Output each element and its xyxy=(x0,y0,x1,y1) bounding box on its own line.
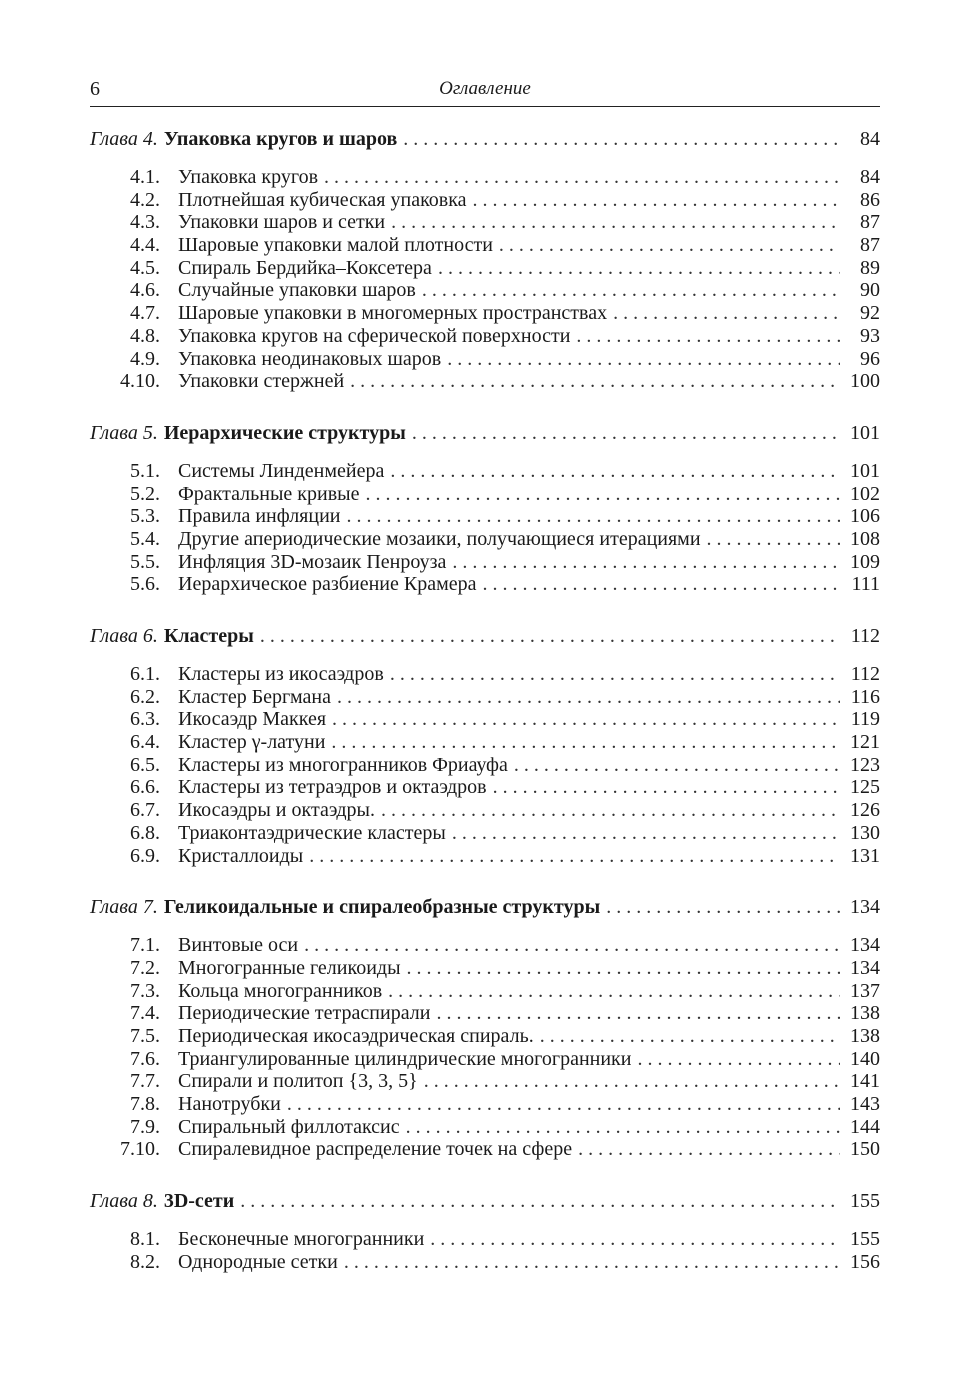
chapter-label: Глава 4. xyxy=(90,128,158,150)
toc-chapter xyxy=(90,1190,880,1273)
chapter-page: 112 xyxy=(850,625,880,647)
section-entry xyxy=(90,505,880,528)
section-number: 6.3. xyxy=(130,708,160,731)
section-number: 7.3. xyxy=(130,979,160,1002)
section-number: 4.6. xyxy=(130,279,160,302)
section-number: 6.9. xyxy=(130,844,160,867)
section-number: 5.5. xyxy=(130,550,160,573)
chapter-page: 155 xyxy=(850,1190,880,1213)
dot-leader xyxy=(452,822,840,845)
chapter-title: Иерархические структуры xyxy=(163,421,406,444)
section-entry xyxy=(90,663,880,686)
section-page: 100 xyxy=(850,370,880,393)
dot-leader xyxy=(390,460,840,483)
dot-leader xyxy=(390,663,840,686)
section-number: 4.5. xyxy=(130,256,160,279)
section-entry xyxy=(90,370,880,393)
section-title: Упаковки шаров и сетки xyxy=(178,211,386,234)
section-number: 6.5. xyxy=(130,753,160,776)
section-page: 141 xyxy=(850,1070,880,1093)
dot-leader xyxy=(499,234,840,257)
section-number: 7.4. xyxy=(130,1002,160,1025)
section-page: 111 xyxy=(851,573,880,596)
section-number: 4.4. xyxy=(130,234,160,257)
dot-leader xyxy=(473,189,840,212)
chapter-page: 101 xyxy=(850,421,880,444)
dot-leader xyxy=(332,708,840,731)
toc-chapter xyxy=(90,896,880,1161)
section-number: 5.6. xyxy=(130,573,160,596)
section-entry xyxy=(90,166,880,189)
section-title: Бесконечные многогранники xyxy=(178,1228,425,1251)
chapter-page: 84 xyxy=(860,128,880,150)
section-entry xyxy=(90,1138,880,1161)
section-page: 134 xyxy=(850,956,880,979)
section-entry xyxy=(90,573,880,596)
section-number: 7.2. xyxy=(130,956,160,979)
dot-leader xyxy=(406,1116,840,1139)
section-page: 123 xyxy=(850,753,880,776)
section-number: 4.7. xyxy=(130,302,160,325)
section-page: 116 xyxy=(850,685,880,708)
dot-leader xyxy=(447,348,840,371)
section-title: Правила инфляции xyxy=(178,505,341,528)
section-number: 7.6. xyxy=(130,1047,160,1070)
section-title: Икосаэдр Маккея xyxy=(178,708,327,731)
dot-leader xyxy=(438,257,840,280)
section-page: 96 xyxy=(860,347,880,370)
section-number: 4.10. xyxy=(120,370,160,393)
section-entry xyxy=(90,934,880,957)
section-entry xyxy=(90,799,880,822)
section-entry xyxy=(90,234,880,257)
dot-leader xyxy=(578,1138,840,1161)
section-title: Плотнейшая кубическая упаковка xyxy=(178,188,467,211)
section-entry xyxy=(90,1048,880,1071)
section-number: 7.7. xyxy=(130,1070,160,1093)
dot-leader xyxy=(576,325,840,348)
toc-chapter xyxy=(90,625,880,867)
page-number: 6 xyxy=(90,78,100,100)
section-page: 131 xyxy=(850,844,880,867)
section-page: 90 xyxy=(860,279,880,302)
section-entry xyxy=(90,1116,880,1139)
section-title: Кольца многогранников xyxy=(178,979,383,1002)
running-title: Оглавление xyxy=(439,78,531,99)
dot-leader xyxy=(707,528,840,551)
dot-leader xyxy=(493,776,840,799)
chapter-entry xyxy=(90,625,880,656)
chapter-label: Глава 7. xyxy=(90,896,158,919)
section-entry xyxy=(90,1251,880,1274)
section-page: 137 xyxy=(850,979,880,1002)
chapter-label: Глава 8. xyxy=(90,1190,158,1213)
section-title: Иерархическое разбиение Крамера xyxy=(178,573,477,596)
section-title: Спиральный филлотаксис xyxy=(178,1115,400,1138)
dot-leader xyxy=(412,422,840,445)
section-entry xyxy=(90,731,880,754)
section-title: Кластеры из многогранников Фриауфа xyxy=(178,753,508,776)
dot-leader xyxy=(514,754,840,777)
section-entry xyxy=(90,257,880,280)
section-number: 4.8. xyxy=(130,324,160,347)
section-number: 6.1. xyxy=(130,663,160,685)
dot-leader xyxy=(391,211,840,234)
section-number: 5.1. xyxy=(130,459,160,482)
dot-leader xyxy=(365,483,840,506)
section-entry xyxy=(90,845,880,868)
section-title: Шаровые упаковки малой плотности xyxy=(178,234,493,257)
section-title: Системы Линденмейера xyxy=(178,459,385,482)
section-page: 155 xyxy=(850,1228,880,1251)
section-entry xyxy=(90,1093,880,1116)
section-title: Кластер Бергмана xyxy=(178,685,331,708)
section-number: 5.3. xyxy=(130,505,160,528)
section-number: 6.4. xyxy=(130,731,160,754)
section-page: 89 xyxy=(860,256,880,279)
dot-leader xyxy=(388,980,840,1003)
chapter-title: Кластеры xyxy=(163,625,254,647)
section-entry xyxy=(90,957,880,980)
section-title: Кристаллоиды xyxy=(178,844,304,867)
section-entry xyxy=(90,189,880,212)
dot-leader xyxy=(422,279,840,302)
chapter-title: 3D-сети xyxy=(163,1190,235,1213)
dot-leader xyxy=(346,505,840,528)
section-page: 138 xyxy=(850,1024,880,1047)
section-number: 4.1. xyxy=(130,166,160,188)
dot-leader xyxy=(606,896,840,919)
dot-leader xyxy=(287,1093,840,1116)
section-title: Упаковки стержней xyxy=(178,370,345,393)
chapter-page: 134 xyxy=(850,896,880,919)
section-page: 92 xyxy=(860,302,880,325)
section-number: 6.6. xyxy=(130,776,160,799)
section-number: 4.2. xyxy=(130,188,160,211)
section-title: Упаковка кругов на сферической поверхности xyxy=(178,324,571,347)
section-entry xyxy=(90,980,880,1003)
dot-leader xyxy=(436,1002,840,1025)
section-entry xyxy=(90,551,880,574)
section-title: Периодическая икосаэдрическая спираль. xyxy=(178,1024,534,1047)
section-page: 134 xyxy=(850,934,880,957)
section-page: 125 xyxy=(850,776,880,799)
section-title: Винтовые оси xyxy=(178,934,299,957)
section-number: 5.2. xyxy=(130,482,160,505)
section-title: Триангулированные цилиндрические многогранники xyxy=(178,1047,632,1070)
dot-leader xyxy=(613,302,840,325)
section-page: 121 xyxy=(850,731,880,754)
section-title: Многогранные геликоиды xyxy=(178,956,401,979)
section-page: 144 xyxy=(850,1115,880,1138)
section-page: 130 xyxy=(850,821,880,844)
section-number: 4.3. xyxy=(130,211,160,234)
dot-leader xyxy=(407,957,840,980)
section-page: 102 xyxy=(850,482,880,505)
section-entry xyxy=(90,1070,880,1093)
dot-leader xyxy=(637,1048,840,1071)
section-title: Спираль Бердийка–Коксетера xyxy=(178,256,432,279)
section-page: 112 xyxy=(850,663,880,685)
section-page: 143 xyxy=(850,1093,880,1115)
section-page: 108 xyxy=(850,527,880,550)
dot-leader xyxy=(337,686,840,709)
chapter-label: Глава 6. xyxy=(90,625,158,647)
section-entry xyxy=(90,483,880,506)
section-title: Нанотрубки xyxy=(178,1093,281,1115)
section-page: 138 xyxy=(850,1002,880,1025)
section-page: 101 xyxy=(850,459,880,482)
dot-leader xyxy=(403,128,840,151)
dot-leader xyxy=(240,1190,840,1213)
toc-chapter xyxy=(90,128,880,393)
dot-leader xyxy=(424,1070,840,1093)
section-entry xyxy=(90,460,880,483)
section-entry xyxy=(90,776,880,799)
section-page: 87 xyxy=(860,234,880,257)
chapter-label: Глава 5. xyxy=(90,421,158,444)
section-title: Шаровые упаковки в многомерных пространствах xyxy=(178,302,608,325)
dot-leader xyxy=(324,166,840,189)
section-title: Инфляция 3D-мозаик Пенроуза xyxy=(178,550,447,573)
dot-leader xyxy=(260,625,840,648)
section-page: 156 xyxy=(850,1250,880,1273)
section-number: 6.7. xyxy=(130,799,160,822)
dot-leader xyxy=(430,1228,840,1251)
section-page: 87 xyxy=(860,211,880,234)
section-page: 119 xyxy=(850,708,880,731)
section-title: Другие апериодические мозаики, получающиеся итерациями xyxy=(178,527,701,550)
section-title: Спиралевидное распределение точек на сфере xyxy=(178,1138,573,1161)
dot-leader xyxy=(304,934,840,957)
section-entry xyxy=(90,1228,880,1251)
section-entry xyxy=(90,754,880,777)
section-title: Случайные упаковки шаров xyxy=(178,279,416,302)
section-number: 7.8. xyxy=(130,1093,160,1115)
section-number: 8.1. xyxy=(130,1228,160,1251)
section-entry xyxy=(90,211,880,234)
section-entry xyxy=(90,1025,880,1048)
section-title: Кластер γ-латуни xyxy=(178,731,326,754)
dot-leader xyxy=(452,551,840,574)
section-number: 4.9. xyxy=(130,347,160,370)
section-page: 86 xyxy=(860,188,880,211)
section-number: 7.5. xyxy=(130,1024,160,1047)
section-number: 7.9. xyxy=(130,1115,160,1138)
chapter-entry xyxy=(90,422,880,453)
chapter-title: Упаковка кругов и шаров xyxy=(163,128,398,150)
section-page: 84 xyxy=(860,166,880,188)
section-number: 5.4. xyxy=(130,527,160,550)
section-page: 150 xyxy=(850,1138,880,1161)
section-number: 6.8. xyxy=(130,821,160,844)
dot-leader xyxy=(482,573,840,596)
section-number: 7.1. xyxy=(130,934,160,957)
chapter-entry xyxy=(90,1190,880,1221)
dot-leader xyxy=(331,731,840,754)
toc-chapter xyxy=(90,422,880,596)
section-title: Икосаэдры и октаэдры. xyxy=(178,799,375,822)
section-entry xyxy=(90,528,880,551)
section-number: 7.10. xyxy=(120,1138,160,1161)
section-entry xyxy=(90,279,880,302)
chapter-entry xyxy=(90,128,880,159)
dot-leader xyxy=(344,1251,840,1274)
section-entry xyxy=(90,822,880,845)
section-title: Фрактальные кривые xyxy=(178,482,360,505)
table-of-contents xyxy=(90,128,880,1302)
section-entry xyxy=(90,348,880,371)
dot-leader xyxy=(350,370,840,393)
section-entry xyxy=(90,302,880,325)
section-page: 126 xyxy=(850,799,880,822)
section-title: Спирали и политоп {3, 3, 5} xyxy=(178,1070,418,1093)
section-title: Упаковка неодинаковых шаров xyxy=(178,347,442,370)
page-header xyxy=(90,76,880,107)
section-page: 140 xyxy=(850,1047,880,1070)
section-number: 6.2. xyxy=(130,685,160,708)
section-title: Кластеры из икосаэдров xyxy=(178,663,384,685)
section-title: Упаковка кругов xyxy=(178,166,319,188)
section-title: Однородные сетки xyxy=(178,1250,338,1273)
section-page: 106 xyxy=(850,505,880,528)
section-title: Периодические тетраспирали xyxy=(178,1002,431,1025)
section-page: 93 xyxy=(860,324,880,347)
dot-leader xyxy=(309,845,840,868)
chapter-entry xyxy=(90,896,880,927)
dot-leader xyxy=(381,799,840,822)
section-number: 8.2. xyxy=(130,1250,160,1273)
section-entry xyxy=(90,686,880,709)
section-entry xyxy=(90,325,880,348)
section-page: 109 xyxy=(850,550,880,573)
chapter-title: Геликоидальные и спиралеобразные структуры xyxy=(163,896,601,919)
section-entry xyxy=(90,708,880,731)
section-title: Триаконтаэдрические кластеры xyxy=(178,821,446,844)
section-title: Кластеры из тетраэдров и октаэдров xyxy=(178,776,487,799)
section-entry xyxy=(90,1002,880,1025)
dot-leader xyxy=(540,1025,840,1048)
